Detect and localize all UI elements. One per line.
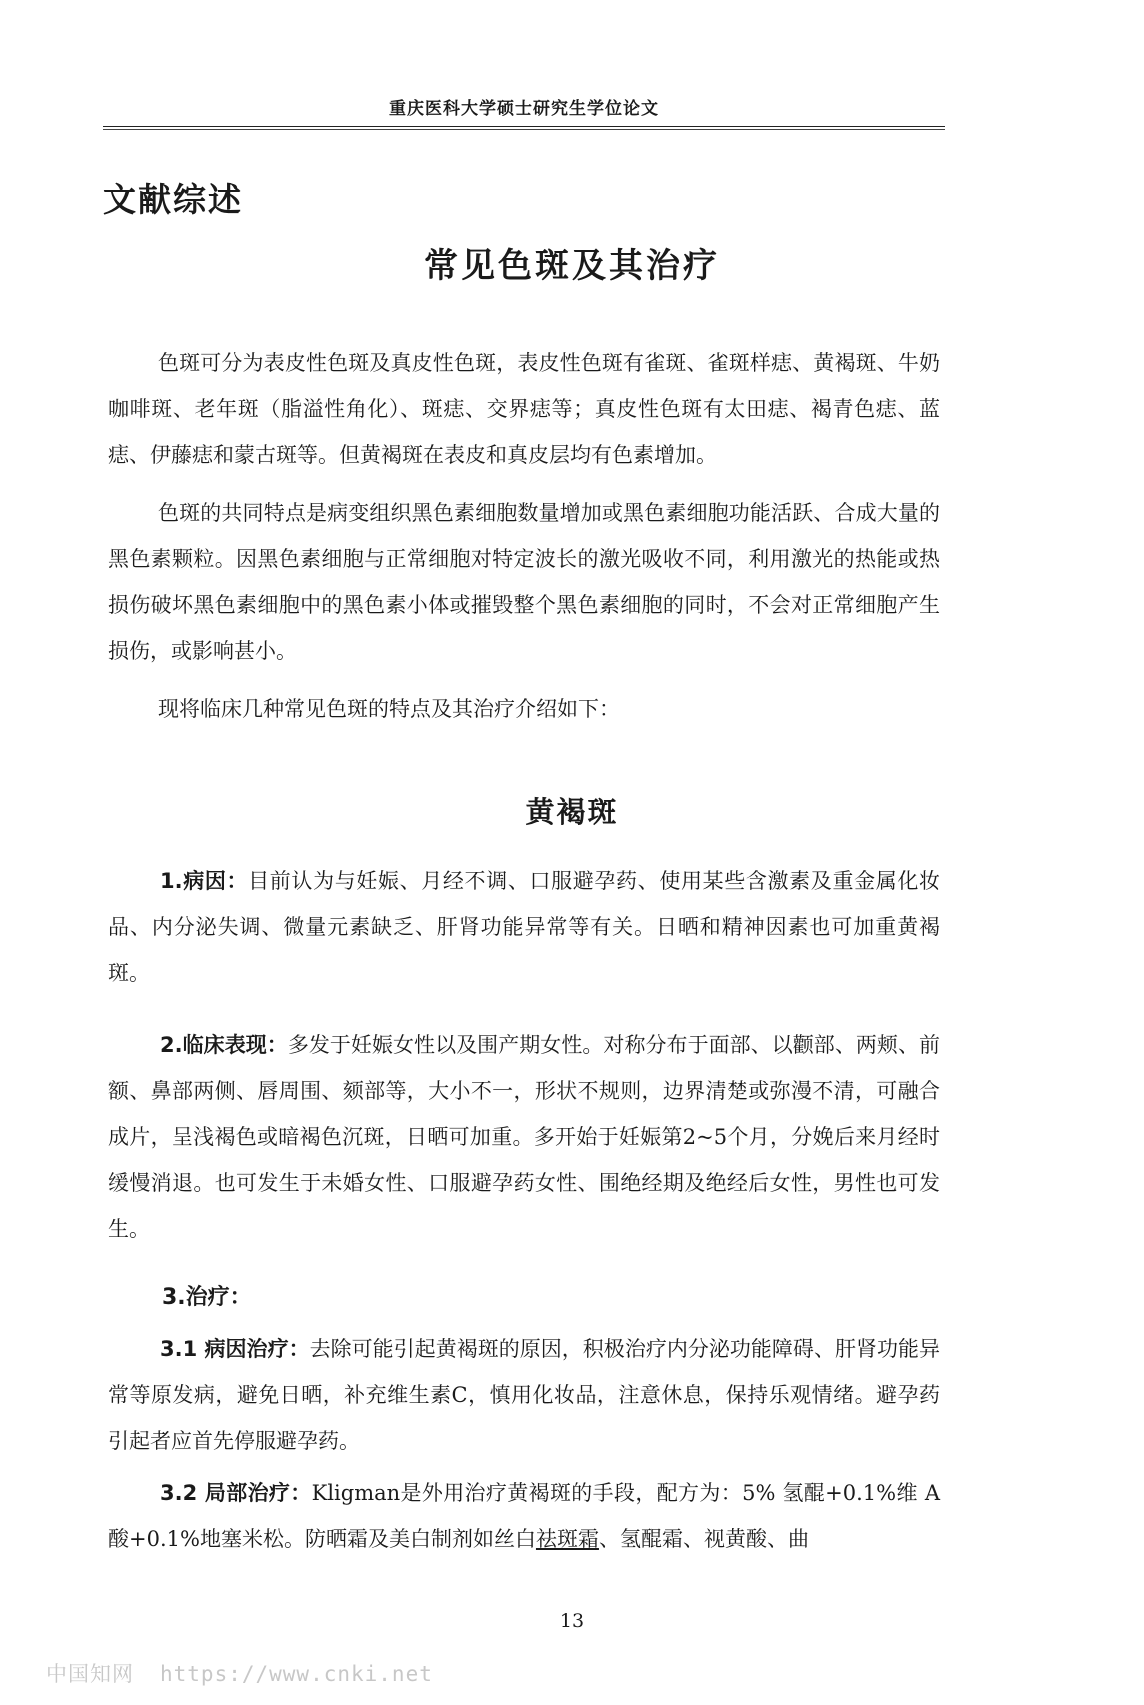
section-label: 文献综述	[103, 180, 243, 219]
intro-paragraph-3: 现将临床几种常见色斑的特点及其治疗介绍如下：	[158, 697, 620, 721]
local-treatment-text-1: Kligman是外用治疗黄褐斑的手段，配方为：5% 氢醌+0.1%维 A 酸+0.1%地塞米松。防晒霜及美白制剂如丝白	[108, 1481, 940, 1551]
cause-treatment-paragraph	[108, 1326, 940, 1464]
intro-paragraph-2: 色斑的共同特点是病变组织黑色素细胞数量增加或黑色素细胞功能活跃、合成大量的黑色素颗粒。因黑色素细胞与正常细胞对特定波长的激光吸收不同，利用激光的热能或热损伤破坏黑色素细胞中的黑色素小体或摧毁整个黑色素细胞的同时，不会对正常细胞产生损伤，或影响甚小。	[108, 501, 940, 663]
local-treatment-text-2: 、氢醌霜、视黄酸、曲	[598, 1527, 809, 1551]
clinical-text: 多发于妊娠女性以及围产期女性。对称分布于面部、以颧部、两颊、前额、鼻部两侧、唇周围、颏部等，大小不一，形状不规则，边界清楚或弥漫不清，可融合成片，呈浅褐色或暗褐色沉斑，日晒可加重。多开始于妊娠第2~5个月，分娩后来月经时缓慢消退。也可发生于未婚女性、口服避孕药女性、围绝经期及绝经后女性，男性也可发生。	[108, 1033, 940, 1241]
etiology-paragraph	[108, 858, 940, 996]
clinical-lead: 2.临床表现：	[160, 1033, 288, 1057]
watermark-brand: 中国知网	[46, 1662, 134, 1686]
clinical-paragraph	[108, 1022, 940, 1252]
watermark	[46, 1658, 433, 1688]
running-header: 重庆医科大学硕士研究生学位论文	[389, 99, 659, 119]
etiology-lead: 1.病因：	[160, 869, 249, 893]
header-rule-thin	[103, 129, 945, 130]
watermark-url: https://www.cnki.net	[160, 1662, 433, 1686]
article-title: 常见色斑及其治疗	[424, 246, 720, 286]
cause-treatment-lead: 3.1 病因治疗：	[160, 1337, 310, 1361]
local-treatment-underlined: 祛斑霜	[535, 1527, 599, 1551]
etiology-text: 目前认为与妊娠、月经不调、口服避孕药、使用某些含激素及重金属化妆品、内分泌失调、微量元素缺乏、肝肾功能异常等有关。日晒和精神因素也可加重黄褐斑。	[108, 869, 940, 985]
intro-paragraph-1: 色斑可分为表皮性色斑及真皮性色斑，表皮性色斑有雀斑、雀斑样痣、黄褐斑、牛奶咖啡斑、老年斑（脂溢性角化）、斑痣、交界痣等；真皮性色斑有太田痣、褐青色痣、蓝痣、伊藤痣和蒙古斑等。但黄褐斑在表皮和真皮层均有色素增加。	[108, 351, 940, 467]
local-treatment-lead: 3.2 局部治疗：	[160, 1481, 312, 1505]
treatment-heading: 3.治疗：	[162, 1285, 252, 1310]
local-treatment-paragraph	[108, 1470, 940, 1562]
page-number: 13	[559, 1610, 585, 1632]
subsection-title: 黄褐斑	[525, 795, 619, 829]
header-rule	[103, 126, 945, 127]
cause-treatment-text: 去除可能引起黄褐斑的原因，积极治疗内分泌功能障碍、肝肾功能异常等原发病，避免日晒，补充维生素C，慎用化妆品，注意休息，保持乐观情绪。避孕药引起者应首先停服避孕药。	[108, 1337, 941, 1453]
